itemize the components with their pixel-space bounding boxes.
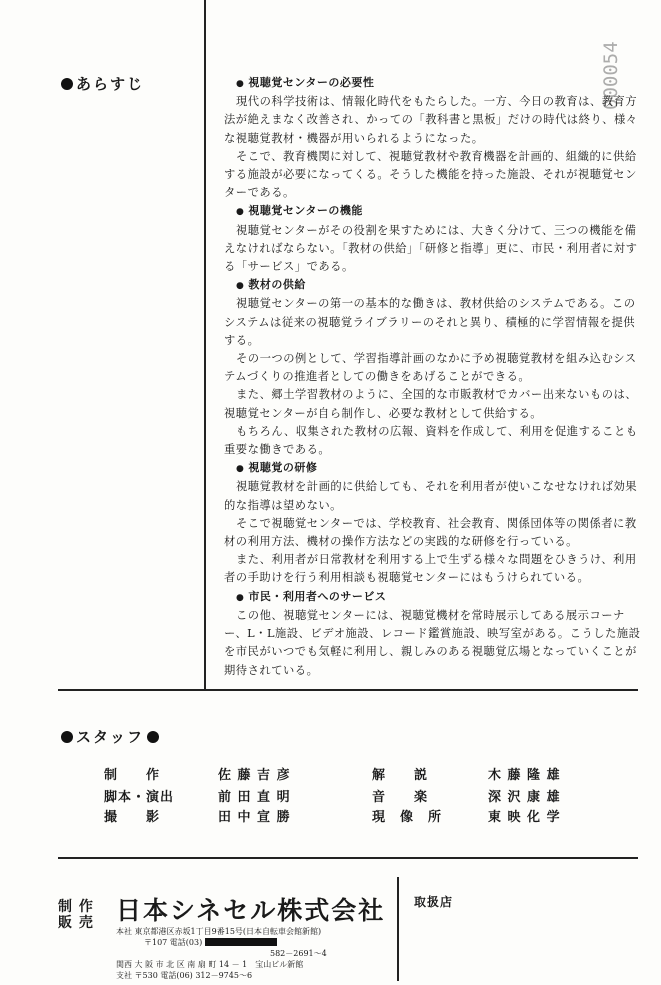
- staff-heading: スタッフ: [58, 726, 162, 747]
- paragraph: そこで視聴覚センターでは、学校教育、社会教育、関係団体等の関係者に教材の利用方法、機材の操作方法などの実践的な研修を行っている。: [224, 516, 637, 549]
- paragraph: もちろん、収集された教材の広報、資料を作成して、利用を促進することも重要な働きである。: [224, 424, 638, 457]
- paragraph: 視聴覚センターの第一の基本的な働きは、教材供給のシステムである。このシステムは従来の視聴覚ライブラリーのそれと異り、積極的に学習情報を提供する。: [224, 297, 636, 347]
- paragraph: 視聴覚センターがその役割を果すためには、大きく分けて、三つの機能を備えなければならない。「教材の供給」「研修と指導」更に、市民・利用者に対する「サービス」である。: [224, 223, 638, 274]
- office-tag: 本社: [116, 927, 132, 936]
- staff-name: 田 中 宣 勝: [218, 810, 291, 825]
- section-heading: ● 視聴覚センターの機能: [224, 202, 642, 221]
- staff-name: 東 映 化 学: [488, 810, 561, 825]
- office-tag: 関西: [116, 960, 132, 969]
- address-line: [116, 970, 252, 981]
- company-name: 日本シネセル株式会社: [116, 896, 386, 925]
- address-line: [144, 937, 277, 948]
- staff-row: [104, 806, 624, 826]
- office-tag: 支社: [116, 971, 132, 980]
- paragraph: この他、視聴覚センターには、視聴覚機材を常時展示してある展示コーナー、L・L施設、ビデオ施設、レコード鑑賞施設、映写室がある。こうした施設を市民がいつでも気軽に利用し、親しみのある視聴覚広場となっていくことが期待されている。: [224, 608, 641, 677]
- distributor-label: 取扱店: [414, 895, 454, 909]
- synopsis-bottom-rule: [58, 689, 638, 691]
- staff-role: 音 楽: [372, 790, 429, 805]
- bullet-icon: [61, 731, 73, 743]
- section-heading: ● 教材の供給: [224, 276, 642, 295]
- section-heading: ● 視聴覚の研修: [224, 459, 642, 478]
- address-text: 大 阪 市 北 区 南 扇 町 14 － 1 宝山ビル新館: [134, 960, 304, 969]
- address-text: 東京都港区赤坂1丁目9番15号(日本自転車会館新館): [134, 927, 322, 936]
- section-heading: ● 市民・利用者へのサービス: [224, 588, 642, 607]
- staff-name: 深 沢 康 雄: [488, 790, 561, 805]
- staff-row: [104, 764, 624, 784]
- section-heading: ● 視聴覚センターの必要性: [224, 74, 642, 93]
- paragraph: そこで、教育機関に対して、視聴覚教材や教育機器を計画的、組織的に供給する施設が必要になってくる。そうした機能を持った施設、それが視聴覚センターである。: [224, 149, 637, 200]
- staff-name: 前 田 直 明: [218, 790, 291, 805]
- synopsis-body: [224, 41, 642, 680]
- paragraph: 視聴覚教材を計画的に供給しても、それを利用者が使いこなせなければ効果的な指導は望めない。: [224, 480, 638, 512]
- seller-label: 販 売: [58, 915, 94, 931]
- archive-stamp: 000054: [600, 41, 622, 110]
- address-line: [270, 948, 327, 959]
- producer-label: 制 作: [58, 899, 94, 915]
- staff-role: 解 説: [372, 768, 429, 783]
- paragraph: その一つの例として、学習指導計画のなかに予め視聴覚教材を組み込むシステムづくりの推進者としての働きをあげることができる。: [224, 352, 637, 384]
- redaction-bar: [205, 938, 277, 946]
- phone-text: 〒530 電話(06) 312－9745～6: [134, 971, 253, 980]
- staff-name: 佐 藤 吉 彦: [218, 768, 291, 783]
- bullet-icon: [147, 731, 159, 743]
- column-divider: [204, 0, 206, 690]
- staff-role: 現 像 所: [372, 810, 443, 825]
- address-line: [116, 926, 321, 937]
- staff-role: 制 作: [104, 768, 161, 783]
- staff-name: 木 藤 隆 雄: [488, 768, 561, 783]
- paragraph: また、利用者が日常教材を利用する上で生ずる様々な問題をひきうけ、利用者の手助けを行う利用相談も視聴覚センターにはもうけられている。: [224, 553, 637, 585]
- staff-bottom-rule: [58, 857, 638, 859]
- address-line: [116, 959, 303, 970]
- paragraph: また、郷土学習教材のように、全国的な市販教材でカバー出来ないものは、視聴覚センターが自ら制作し、必要な教材として供給する。: [224, 388, 638, 420]
- footer-divider: [397, 877, 399, 981]
- bullet-icon: [61, 78, 73, 90]
- synopsis-heading: あらすじ: [58, 73, 144, 94]
- paragraph: 現代の科学技術は、情報化時代をもたらした。一方、今日の教育は、教育方法が絶えまなく改善され、かっての「教科書と黒板」だけの時代は終り、様々な視聴覚教材・機器が用いられるようになった。: [224, 95, 638, 145]
- staff-role: 脚本・演出: [104, 790, 175, 805]
- staff-role: 撮 影: [104, 810, 161, 825]
- phone-number: 582－2691～4: [270, 949, 327, 958]
- phone-text: 〒107 電話(03): [144, 938, 203, 947]
- staff-row: [104, 786, 624, 806]
